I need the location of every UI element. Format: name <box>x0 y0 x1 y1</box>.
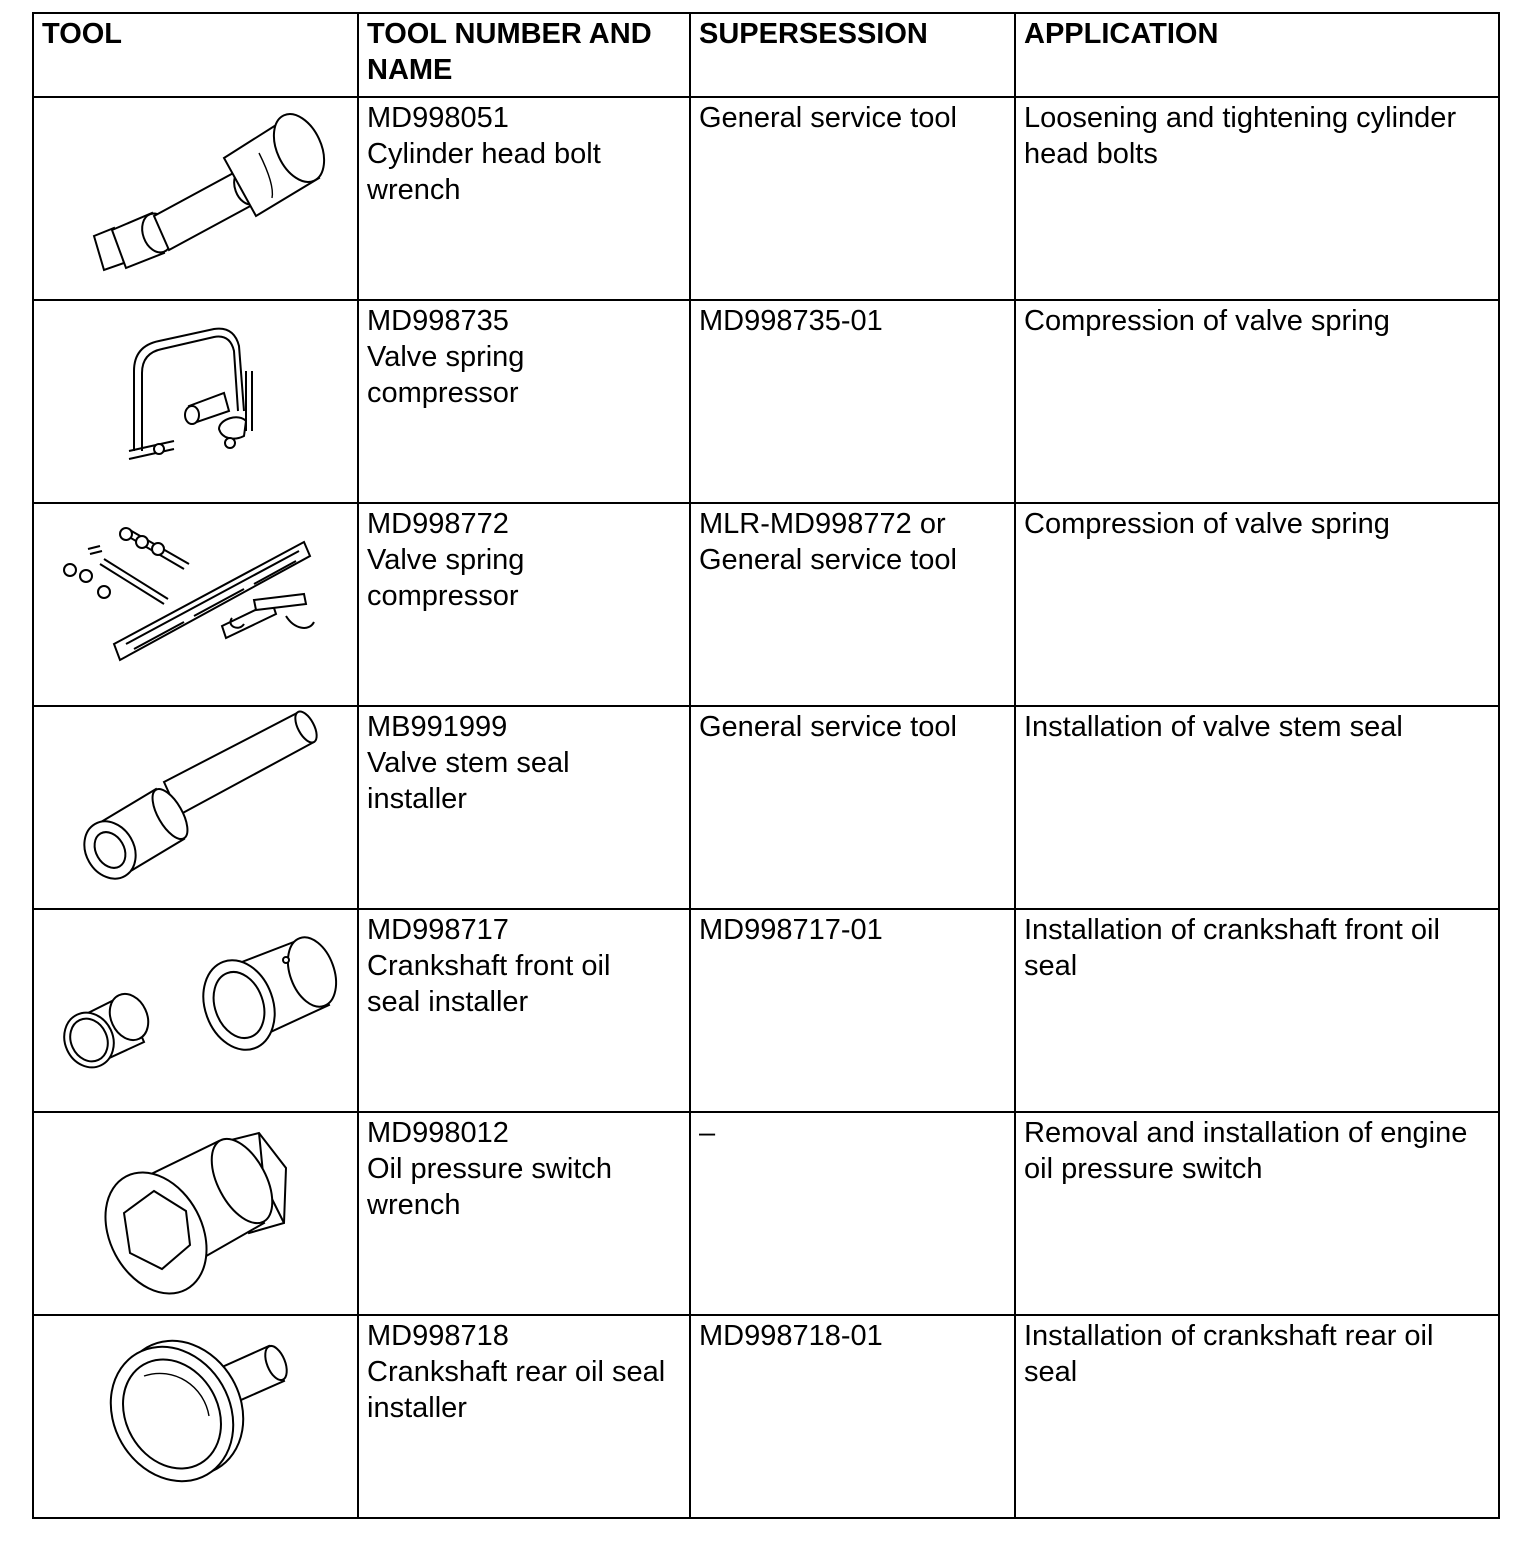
tool-name: wrench <box>367 174 461 206</box>
special-tools-table <box>32 12 1500 1519</box>
tool-name: compressor <box>367 580 519 612</box>
table-row <box>33 503 1499 706</box>
tool-name: installer <box>367 1392 467 1424</box>
tool-number-name-cell <box>358 706 690 909</box>
supersession-cell: General service tool <box>690 706 1015 909</box>
application-cell: Loosening and tightening cylinder head bolts <box>1015 97 1499 300</box>
tool-number: MD998717 <box>367 914 509 946</box>
header-supersession: SUPERSESSION <box>690 13 1015 97</box>
tool-name: Oil pressure switch <box>367 1153 612 1185</box>
tool-illustration-cell <box>33 503 358 706</box>
tool-illustration-cell <box>33 1315 358 1518</box>
supersession-cell: MD998735-01 <box>690 300 1015 503</box>
tool-name: Valve spring <box>367 341 525 373</box>
tool-number-name-cell <box>358 909 690 1112</box>
oil-pressure-switch-wrench-icon <box>34 1113 358 1314</box>
crankshaft-rear-oil-seal-installer-icon <box>34 1316 358 1517</box>
tool-name: Crankshaft front oil <box>367 950 611 982</box>
header-row <box>33 13 1499 97</box>
valve-spring-compressor-icon <box>34 301 358 502</box>
table-row <box>33 706 1499 909</box>
tool-name: Valve stem seal <box>367 747 570 779</box>
supersession-cell: MD998717-01 <box>690 909 1015 1112</box>
table-row <box>33 909 1499 1112</box>
table-row <box>33 1112 1499 1315</box>
table-row <box>33 300 1499 503</box>
application-cell: Installation of crankshaft rear oil seal <box>1015 1315 1499 1518</box>
tool-name: installer <box>367 783 467 815</box>
application-cell: Compression of valve spring <box>1015 503 1499 706</box>
cylinder-head-bolt-wrench-icon <box>34 98 358 299</box>
tool-name: Valve spring <box>367 544 525 576</box>
tool-number: MD998051 <box>367 102 509 134</box>
tool-number: MD998735 <box>367 305 509 337</box>
table-row <box>33 97 1499 300</box>
tool-number: MB991999 <box>367 711 508 743</box>
tool-number-name-cell <box>358 503 690 706</box>
tool-number-name-cell <box>358 300 690 503</box>
tool-number-name-cell <box>358 1315 690 1518</box>
tool-name: wrench <box>367 1189 461 1221</box>
tool-number-name-cell <box>358 1112 690 1315</box>
tool-illustration-cell <box>33 1112 358 1315</box>
table-row <box>33 1315 1499 1518</box>
tool-illustration-cell <box>33 909 358 1112</box>
tool-illustration-cell <box>33 97 358 300</box>
header-application: APPLICATION <box>1015 13 1499 97</box>
tool-name: compressor <box>367 377 519 409</box>
tool-name: Cylinder head bolt <box>367 138 601 170</box>
supersession-cell: – <box>690 1112 1015 1315</box>
tool-illustration-cell <box>33 706 358 909</box>
header-tool: TOOL <box>33 13 358 97</box>
supersession-cell: MD998718-01 <box>690 1315 1015 1518</box>
application-cell: Installation of valve stem seal <box>1015 706 1499 909</box>
valve-stem-seal-installer-icon <box>34 707 358 908</box>
supersession-cell: MLR-MD998772 or General service tool <box>690 503 1015 706</box>
tool-illustration-cell <box>33 300 358 503</box>
tool-number: MD998718 <box>367 1320 509 1352</box>
valve-spring-compressor-kit-icon <box>34 504 358 705</box>
crankshaft-front-oil-seal-installer-icon <box>34 910 358 1111</box>
application-cell: Removal and installation of engine oil pressure switch <box>1015 1112 1499 1315</box>
tool-name: seal installer <box>367 986 529 1018</box>
tool-number: MD998772 <box>367 508 509 540</box>
tool-number-name-cell <box>358 97 690 300</box>
header-tool-number-and-name: TOOL NUMBER AND NAME <box>358 13 690 97</box>
application-cell: Compression of valve spring <box>1015 300 1499 503</box>
supersession-cell: General service tool <box>690 97 1015 300</box>
application-cell: Installation of crankshaft front oil seal <box>1015 909 1499 1112</box>
tool-name: Crankshaft rear oil seal <box>367 1356 666 1388</box>
tool-number: MD998012 <box>367 1117 509 1149</box>
